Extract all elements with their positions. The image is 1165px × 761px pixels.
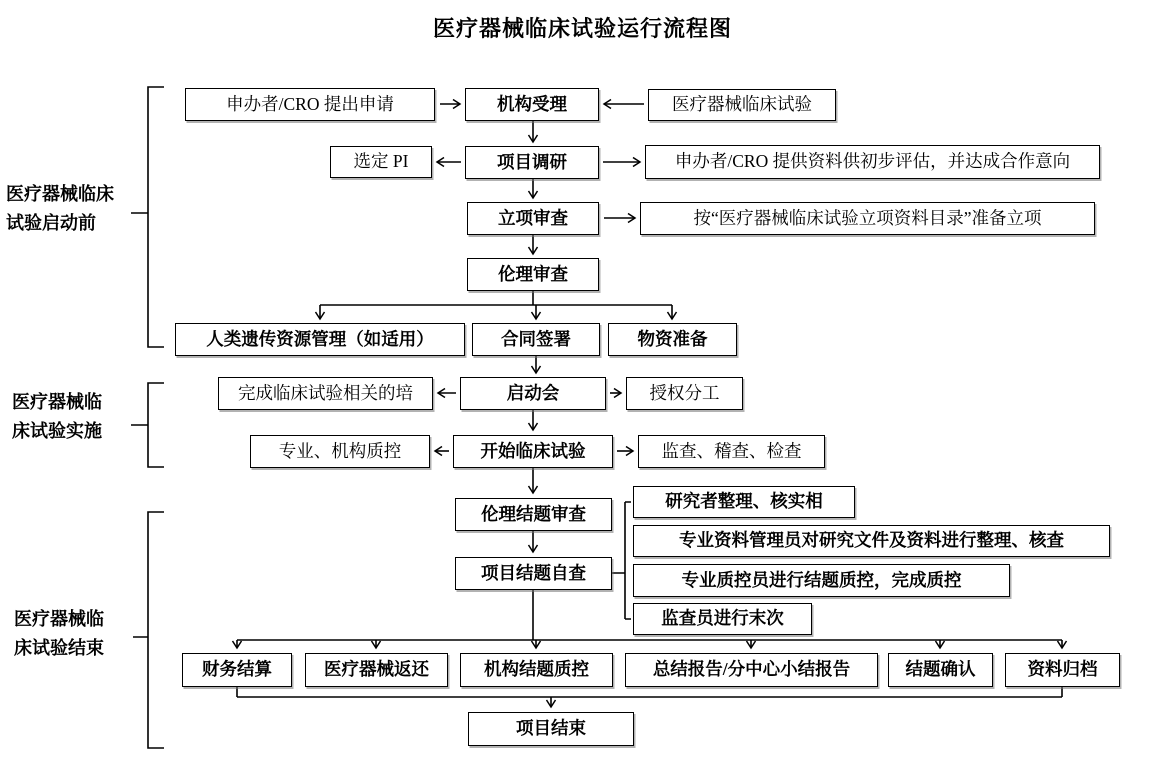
node-prepare-approval: 按“医疗器械临床试验立项资料目录”准备立项 <box>640 202 1095 235</box>
node-qc: 专业、机构质控 <box>250 435 430 468</box>
node-investigator-organize: 研究者整理、核实相 <box>633 486 855 518</box>
node-contract: 合同签署 <box>472 323 600 356</box>
stage-label-line: 医疗器械临 <box>14 609 104 629</box>
node-kickoff: 启动会 <box>460 377 606 410</box>
stage-label-line: 床试验实施 <box>12 421 102 441</box>
stage-label-line: 医疗器械临床 <box>6 184 114 204</box>
node-device-return: 医疗器械返还 <box>305 653 448 687</box>
node-archivist-organize: 专业资料管理员对研究文件及资料进行整理、核查 <box>633 525 1110 557</box>
node-acceptance: 机构受理 <box>465 88 599 121</box>
stage-label-closeout <box>14 605 104 663</box>
node-authorization: 授权分工 <box>626 377 743 410</box>
node-apply: 申办者/CRO 提出申请 <box>185 88 435 121</box>
node-self-check: 项目结题自查 <box>455 557 612 590</box>
node-project-end: 项目结束 <box>468 712 634 746</box>
node-closeout-confirm: 结题确认 <box>888 653 993 687</box>
node-project-review: 立项审查 <box>467 202 599 235</box>
node-monitor-final: 监查员进行末次 <box>633 603 812 635</box>
stage-label-line: 医疗器械临 <box>12 392 102 412</box>
node-ethics-review: 伦理审查 <box>467 258 599 291</box>
node-provide-materials: 申办者/CRO 提供资料供初步评估，并达成合作意向 <box>645 145 1100 179</box>
stage-label-before-start <box>6 180 114 238</box>
node-genetic-resources: 人类遗传资源管理（如适用） <box>175 323 465 356</box>
stage-bracket-2 <box>131 383 164 467</box>
node-org-closeout-qc: 机构结题质控 <box>460 653 613 687</box>
node-supplies: 物资准备 <box>608 323 737 356</box>
node-survey: 项目调研 <box>465 146 599 179</box>
node-start-trial: 开始临床试验 <box>453 435 613 468</box>
stage-label-line: 试验启动前 <box>6 213 96 233</box>
node-finance: 财务结算 <box>182 653 292 687</box>
node-monitoring: 监查、稽查、检查 <box>638 435 825 468</box>
node-device-trial: 医疗器械临床试验 <box>648 89 836 121</box>
stage-label-implementation <box>12 388 102 446</box>
stage-bracket-3 <box>133 512 164 748</box>
stage-bracket-1 <box>131 87 164 347</box>
node-select-pi: 选定 PI <box>330 146 432 178</box>
node-ethics-closeout: 伦理结题审查 <box>455 498 612 531</box>
node-training: 完成临床试验相关的培 <box>218 377 433 410</box>
stage-label-line: 床试验结束 <box>14 638 104 658</box>
node-summary-report: 总结报告/分中心小结报告 <box>625 653 878 687</box>
diagram-title: 医疗器械临床试验运行流程图 <box>432 16 732 41</box>
node-qc-closeout: 专业质控员进行结题质控，完成质控 <box>633 564 1010 597</box>
node-archiving: 资料归档 <box>1005 653 1120 687</box>
